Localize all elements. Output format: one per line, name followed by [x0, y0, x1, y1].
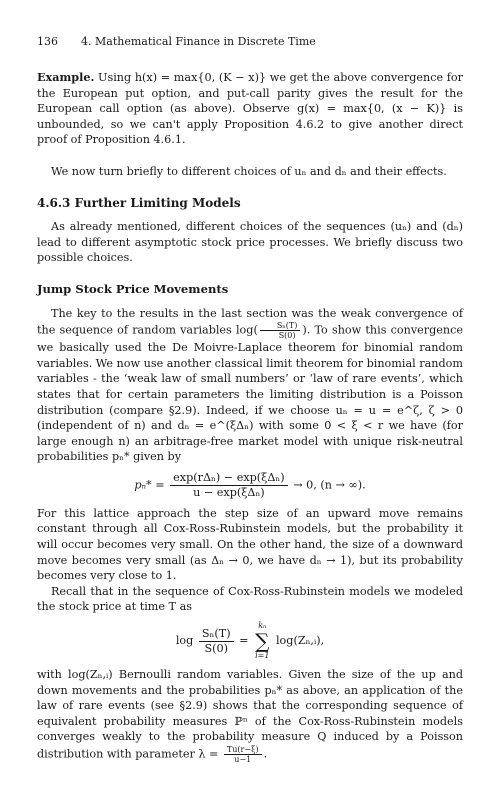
page	[37, 34, 463, 764]
example-paragraph	[37, 70, 463, 148]
equation-log-sum: log $\frac{\text{Sₙ(T)}}{S(0)}$ = kₙ ∑ i=1 log(Zₙ,ᵢ),	[175, 621, 325, 661]
inline-fraction-lambda: $\frac{Tu(r-\xi)}{u-1}$	[224, 745, 262, 764]
example-text: Using h(x) = max{0, (K − x)} we get the above convergence for the European put option, and put-call parity gives the result for the European call option (as above). Observe g(x) = max{0, (x − K)} is unbounded, so we can't apply Proposition 4.6.2 to give another direct proof of Proposition 4.6.1.	[37, 71, 463, 147]
page-number: 136	[37, 35, 58, 48]
paragraph-jump-intro-b: ). To show this convergence we basically used the De Moivre-Laplace theorem for binomial random variables. We now use another classical limit theorem for binomial random variables - the ‘weak law of small numbers’ or ‘law of rare events’, which states that for certain parameters the limiting distribution is a Poisson distribution (compare §2.9). Indeed, if we choose uₙ = u = e^ζ, ζ > 0 (independent of n) and dₙ = e^(ξΔₙ) with some 0 < ξ < r we have (for large enough n) an arbitrage-free market model with unique risk-neutral probabilities pₙ* given by	[37, 323, 464, 464]
paragraph-poisson-a: with log(Zₙ,ᵢ) Bernoulli random variables. Given the size of the up and down movements and the probabilities pₙ* as above, an application of the law of rare events (see §2.9) shows that the corresponding sequence of equivalent probability measures ℙⁿ of the Cox-Ross-Rubinstein models converges weakly to the probability measure Q induced by a Poisson distribution with parameter λ =	[37, 668, 463, 761]
inline-fraction-s-over-s0: $\frac{\text{Sₙ(T)}}{S(0)}$	[260, 321, 301, 340]
running-title: 4. Mathematical Finance in Discrete Time	[81, 35, 316, 48]
paragraph-recall: Recall that in the sequence of Cox-Ross-Rubinstein models we modeled the stock price at time T as	[37, 584, 463, 614]
section-intro: As already mentioned, different choices of the sequences (uₙ) and (dₙ) lead to different asymptotic stock price processes. We briefly discuss two possible choices.	[37, 220, 463, 265]
paragraph-jump-intro	[37, 306, 463, 465]
equation-fraction-log: $\frac{\text{Sₙ(T)}}{S(0)}$	[199, 627, 234, 656]
example-label: Example.	[37, 70, 95, 84]
equation-risk-neutral-prob: pₙ* = $\frac{\text{exp(rΔₙ) − exp(ξΔₙ)}}{\text{u − exp(ξΔₙ)}}$ → 0, (n → ∞).	[134, 470, 366, 499]
subsection-heading: Jump Stock Price Movements	[37, 281, 229, 296]
summation-symbol: kₙ ∑ i=1	[255, 621, 270, 661]
equation-fraction: $\frac{\text{exp(rΔₙ) − exp(ξΔₙ)}}{\text{u − exp(ξΔₙ)}}$	[170, 471, 287, 500]
paragraph-poisson: with log(Zₙ,ᵢ) Bernoulli random variables. Given the size of the up and down movements and the probabilities pₙ* as above, an application of the law of rare events (see §2.9) shows that the corresponding sequence of equivalent probability measures ℙⁿ of the Cox-Ross-Rubinstein models converges weakly to the probability measure Q induced by a Poisson distribution with parameter λ = $\frac{Tu(r-\xi)}{u-1}$ .	[37, 668, 463, 764]
paragraph-lattice: For this lattice approach the step size of an upward move remains constant through all Cox-Ross-Rubinstein models, but the probability it will occur becomes very small. On the other hand, the size of a downward move becomes very small (as Δₙ → 0, we have dₙ → 1), but its probability becomes very close to 1.	[37, 506, 463, 583]
running-header	[37, 34, 463, 52]
paragraph-jump-intro-a: The key to the results in the last section was the weak convergence of the sequence of random variables log(	[37, 306, 463, 337]
turn-paragraph: We now turn briefly to different choices of uₙ and dₙ and their effects.	[51, 164, 447, 178]
section-heading: 4.6.3 Further Limiting Models	[37, 195, 241, 210]
